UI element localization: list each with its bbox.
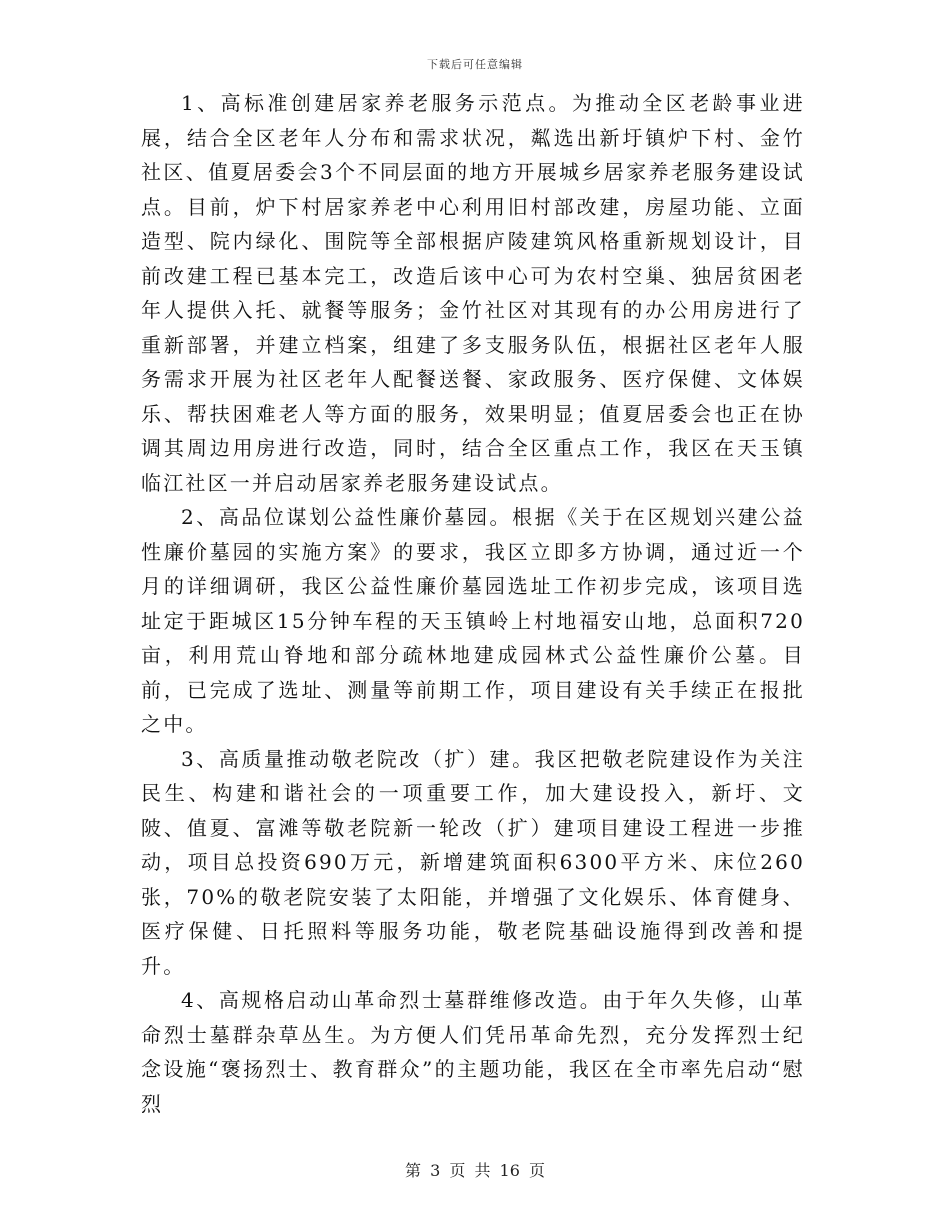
paragraph-2: 2、高品位谋划公益性廉价墓园。根据《关于在区规划兴建公益性廉价墓园的实施方案》的要求，我区立即多方协调，通过近一个月的详细调研，我区公益性廉价墓园选址工作初步完成，该项目选址定于距城区15分钟车程的天玉镇岭上村地福安山地，总面积720亩，利用荒山脊地和部分疏林地建成园林式公益性廉价公墓。目前，已完成了选址、测量等前期工作，项目建设有关手续正在报批之中。: [141, 505, 805, 736]
page-footer: 第 3 页 共 16 页: [405, 1161, 545, 1180]
paragraph-4: 4、高规格启动山革命烈士墓群维修改造。由于年久失修，山革命烈士墓群杂草丛生。为方便人们凭吊革命先烈，充分发挥烈士纪念设施“褒扬烈士、教育群众”的主题功能，我区在全市率先启动“慰烈: [141, 988, 805, 1116]
page-header: 下载后可任意编辑: [427, 58, 523, 71]
paragraph-1: 1、高标准创建居家养老服务示范点。为推动全区老龄事业进展，结合全区老年人分布和需求状况，粼选出新圩镇炉下村、金竹社区、值夏居委会3个不同层面的地方开展城乡居家养老服务建设试点。目前，炉下村居家养老中心利用旧村部改建，房屋功能、立面造型、院内绿化、围院等全部根据庐陵建筑风格重新规划设计，目前改建工程已基本完工，改造后该中心可为农村空巢、独居贫困老年人提供入托、就餐等服务；金竹社区对其现有的办公用房进行了重新部署，并建立档案，组建了多支服务队伍，根据社区老年人服务需求开展为社区老年人配餐送餐、家政服务、医疗保健、文体娱乐、帮扶困难老人等方面的服务，效果明显；值夏居委会也正在协调其周边用房进行改造，同时，结合全区重点工作，我区在天玉镇临江社区一并启动居家养老服务建设试点。: [141, 91, 805, 495]
paragraph-3: 3、高质量推动敬老院改（扩）建。我区把敬老院建设作为关注民生、构建和谐社会的一项重要工作，加大建设投入，新圩、文陂、值夏、富滩等敬老院新一轮改（扩）建项目建设工程进一步推动，项目总投资690万元，新增建筑面积6300平方米、床位260张，70%的敬老院安装了太阳能，并增强了文化娱乐、体育健身、医疗保健、日托照料等服务功能，敬老院基础设施得到改善和提升。: [141, 746, 805, 978]
document-body: [141, 86, 805, 1121]
